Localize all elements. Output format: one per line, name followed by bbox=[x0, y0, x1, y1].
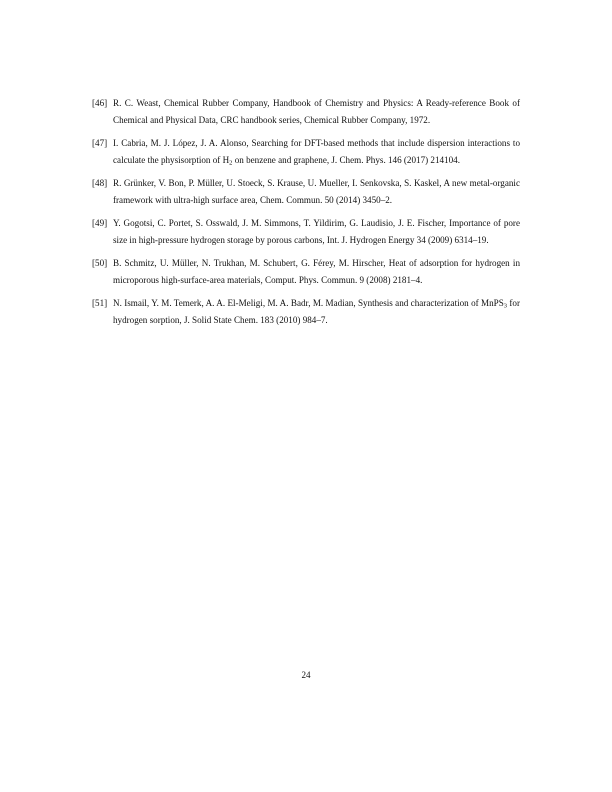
reference-item bbox=[92, 95, 520, 129]
reference-item bbox=[92, 215, 520, 249]
reference-text bbox=[113, 138, 520, 165]
reference-list bbox=[92, 95, 520, 335]
reference-text: B. Schmitz, U. Müller, N. Trukhan, M. Schubert, G. Férey, M. Hirscher, Heat of adsorption for hydrogen in microporous high-surface-area materials, Comput. Phys. Commun. 9 (2008) 2181–4. bbox=[113, 258, 520, 285]
subscript: 2 bbox=[229, 159, 233, 167]
reference-number: [46] bbox=[92, 98, 108, 108]
reference-number: [47] bbox=[92, 138, 108, 148]
reference-text bbox=[113, 298, 520, 325]
subscript: 3 bbox=[503, 302, 508, 310]
reference-text-start: N. Ismail, Y. M. Temerk, A. A. El-Meligi, M. A. Badr, M. Madian, Synthesis and characterization of MnPS bbox=[113, 298, 504, 308]
reference-number: [48] bbox=[92, 178, 108, 188]
reference-item bbox=[92, 135, 520, 169]
page-number: 24 bbox=[301, 670, 311, 680]
reference-number: [51] bbox=[92, 298, 108, 308]
reference-text: R. Grünker, V. Bon, P. Müller, U. Stoeck, S. Krause, U. Mueller, I. Senkovska, S. Kaskel, A new metal-organic framework with ultra-high surface area, Chem. Commun. 50 (2014) 3450–2. bbox=[113, 178, 520, 205]
reference-item bbox=[92, 255, 520, 289]
reference-text-start: I. Cabria, M. J. López, J. A. Alonso, Searching for DFT-based methods that include dispersion interactions to calculate the physisorption of H bbox=[113, 138, 520, 165]
reference-item bbox=[92, 175, 520, 209]
reference-text: Y. Gogotsi, C. Portet, S. Osswald, J. M. Simmons, T. Yildirim, G. Laudisio, J. E. Fischer, Importance of pore size in high-pressure hydrogen storage by porous carbons, Int. J. Hydrogen Energy 34 (2009) 6314–19. bbox=[113, 218, 520, 245]
reference-text-end: on benzene and graphene, J. Chem. Phys. 146 (2017) 214104. bbox=[232, 155, 460, 165]
reference-text-end: for hydrogen sorption, J. Solid State Chem. 183 (2010) 984–7. bbox=[113, 298, 520, 325]
reference-number: [50] bbox=[92, 258, 108, 268]
reference-number: [49] bbox=[92, 218, 108, 228]
reference-text: R. C. Weast, Chemical Rubber Company, Handbook of Chemistry and Physics: A Ready-reference Book of Chemical and Physical Data, CRC handbook series, Chemical Rubber Company, 1972. bbox=[113, 98, 520, 125]
reference-item bbox=[92, 295, 520, 329]
